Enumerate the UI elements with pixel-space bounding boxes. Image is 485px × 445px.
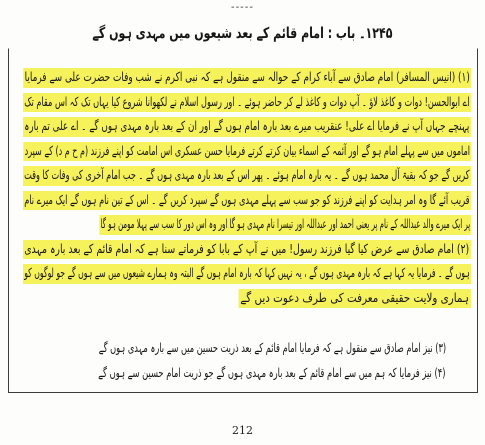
highlighted-text: (۱) (انیس المسافر) امام صادق سے آباء کرام کے حوالہ سے منقول ہے کہ نبی اکرم نے شب وفات حضرت علی سے فرمایا xyxy=(23,65,471,90)
text-line xyxy=(23,188,471,213)
paragraph-text: (۴) نیز فرمایا کہ ہم میں سے امام قائم کے بعد بارہ مہدی ہوں گے جو ذریت امام حسین سے ہوں گے xyxy=(98,364,446,380)
paragraph-4 xyxy=(23,361,471,386)
chapter-heading xyxy=(10,20,475,46)
highlighted-text: ہوں گے ۔ فرمایا یہ کہا ہے کہ بارہ مہدی ہوں گے ، یہ نہیں کہا کہ بارہ امام ہوں گے البتہ وہ ہمارے شیعوں میں سے ہوں گے جو لوگوں کو xyxy=(23,261,471,286)
highlighted-text: اے ابوالحسن! دوات و کاغذ لاؤ ۔ آپ دوات و کاغذ لے کر حاضر ہوئے ۔ اور رسول اسلام نے لکھوانا شروع کیا یہاں تک کہ اس مقام تک xyxy=(23,90,471,115)
highlighted-text: اماموں میں سے پہلے امام ہو گے اور آئمہ کے اسماء بیان کرتے کرتے فرمایا حسن عسکری اس امامت کو اپنے فرزند (م ح م د) کے سپرد xyxy=(23,139,471,164)
text-line xyxy=(23,65,471,90)
text-line xyxy=(23,261,471,286)
highlighted-text: کریں گے جو کہ بقیۃ آل محمد ہوں گے ۔ یہ بارہ امام ہوئے ۔ پھر اس کے بعد بارہ مہدی ہوں گے ۔ جب امام آخری کی وفات کا وقت xyxy=(23,163,471,188)
top-marker: ----- xyxy=(230,2,255,13)
highlighted-text: ہماری ولایت حقیقی معرفت کی طرف دعوت دیں گے xyxy=(239,286,471,311)
text-line xyxy=(23,163,471,188)
text-line xyxy=(23,336,471,361)
text-line xyxy=(23,286,471,311)
text-line xyxy=(23,237,471,262)
text-frame xyxy=(8,48,478,393)
page-number: 212 xyxy=(232,424,253,437)
paragraph-1 xyxy=(23,65,471,237)
text-line xyxy=(23,114,471,139)
paragraph-3 xyxy=(23,336,471,361)
highlighted-text: (۲) امام صادق سے عرض کیا گیا فرزند رسول! میں نے آپ کے بابا کو فرماتے سنا ہے کہ امام قائم کے بعد بارہ مہدی xyxy=(23,237,471,262)
text-line xyxy=(23,139,471,164)
text-line xyxy=(23,361,471,386)
highlighted-text: پر ایک میرے والد عبداللہ کے نام پر یعنی احمد اور عبداللہ اور تیسرا نام مہدی ہو گا اور وہ اس دور کا سب سے پہلا مومن ہو گا xyxy=(99,212,471,237)
chapter-heading-text: ۱۲۴۵۔ باب : امام قائم کے بعد شیعوں میں مہدی ہوں گے xyxy=(92,24,393,42)
highlighted-text: قریب آئے گا وہ امر ہدایت کو اپنے فرزند کو جو سب سے پہلے مہدی ہوں گے سپرد کریں گے ۔ اس کے تین نام ہوں گے ایک میرے نام xyxy=(23,188,471,213)
paragraph-2 xyxy=(23,237,471,311)
text-line xyxy=(23,212,471,237)
paragraph-text: (۳) نیز امام صادق سے منقول ہے کہ فرمایا امام قائم کے بعد ذریت حسین میں سے بارہ مہدی ہوں گے xyxy=(98,340,446,355)
highlighted-text: پہنچے جہاں آپ نے فرمایا اے علی! عنقریب میرے بعد بارہ امام ہوں گے اور ان کے بعد بارہ مہدی ہوں گے ۔ اے علی تم بارہ xyxy=(23,114,471,139)
text-line xyxy=(23,90,471,115)
